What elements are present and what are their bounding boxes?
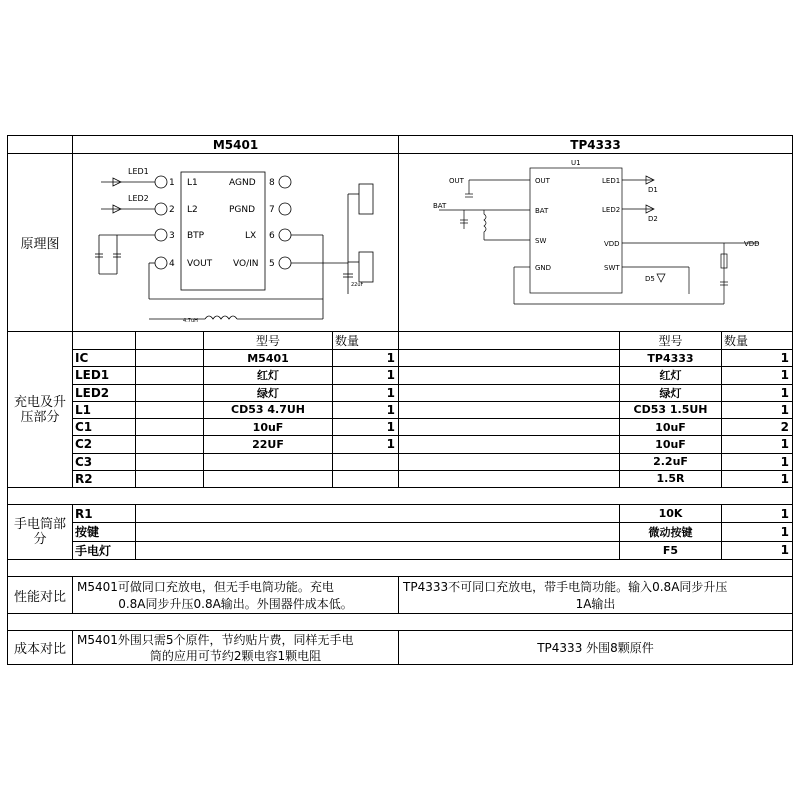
svg-text:LED1: LED1 — [602, 177, 621, 185]
svg-text:AGND: AGND — [229, 178, 256, 188]
svg-text:7: 7 — [269, 205, 275, 215]
charge-tp4333-qty: 1 — [721, 366, 793, 384]
tp4333-performance-line2: 1A输出 — [575, 597, 616, 611]
charge-tp4333-model: 红灯 — [619, 366, 722, 384]
svg-text:D5: D5 — [645, 275, 655, 283]
charge-m5401-qty — [332, 470, 399, 488]
charge-tp4333-model: 1.5R — [619, 470, 722, 488]
charge-m5401-model: CD53 4.7UH — [203, 401, 333, 419]
svg-text:BAT: BAT — [535, 207, 549, 215]
flash-tp4333-qty: 1 — [721, 504, 793, 523]
svg-text:OUT: OUT — [535, 177, 550, 185]
tp4333-schematic-cell — [398, 153, 793, 332]
svg-text:VO/IN: VO/IN — [233, 259, 259, 269]
charge-tp4333-qty: 2 — [721, 418, 793, 436]
tp4333-cost: TP4333 外围8颗原件 — [398, 630, 793, 665]
svg-text:LX: LX — [245, 231, 257, 241]
svg-text:SWT: SWT — [604, 264, 620, 272]
svg-text:L2: L2 — [187, 205, 198, 215]
charge-tp4333-qty: 1 — [721, 401, 793, 419]
charge-head-blank-3 — [398, 331, 620, 350]
tp4333-model-header: 型号 — [619, 331, 722, 350]
flash-part: 按键 — [72, 522, 136, 541]
svg-text:VDD: VDD — [744, 240, 760, 248]
m5401-performance-line2: 0.8A同步升压0.8A输出。外围器件成本低。 — [118, 597, 353, 611]
charge-tp4333-model: CD53 1.5UH — [619, 401, 722, 419]
charge-blank — [398, 384, 620, 402]
flash-tp4333-model: F5 — [619, 541, 722, 560]
flash-tp4333-model: 10K — [619, 504, 722, 523]
m5401-qty-header: 数量 — [332, 331, 399, 350]
charge-blank — [135, 384, 204, 402]
charge-part: C1 — [72, 418, 136, 436]
section-flashlight: 手电筒部分 — [7, 504, 73, 560]
flash-part: R1 — [72, 504, 136, 523]
charge-m5401-qty: 1 — [332, 366, 399, 384]
svg-text:4: 4 — [169, 259, 175, 269]
charge-blank — [398, 435, 620, 453]
tp4333-performance — [398, 576, 793, 614]
charge-part: IC — [72, 349, 136, 367]
charge-m5401-qty: 1 — [332, 349, 399, 367]
charge-part: LED2 — [72, 384, 136, 402]
charge-blank — [398, 401, 620, 419]
charge-m5401-qty: 1 — [332, 401, 399, 419]
svg-text:SW: SW — [535, 237, 547, 245]
charge-tp4333-qty: 1 — [721, 470, 793, 488]
tp4333-performance-line1: TP4333不可同口充放电，带手电筒功能。输入0.8A同步升压 — [403, 580, 728, 594]
section-cost: 成本对比 — [7, 630, 73, 665]
svg-text:6: 6 — [269, 231, 275, 241]
charge-tp4333-qty: 1 — [721, 453, 793, 471]
m5401-performance — [72, 576, 399, 614]
charge-blank — [398, 470, 620, 488]
charge-m5401-model: M5401 — [203, 349, 333, 367]
m5401-cost — [72, 630, 399, 665]
charge-tp4333-model: 绿灯 — [619, 384, 722, 402]
charge-m5401-model — [203, 470, 333, 488]
charge-m5401-model: 绿灯 — [203, 384, 333, 402]
charge-head-blank-2 — [135, 331, 204, 350]
m5401-schematic-cell — [72, 153, 399, 332]
charge-tp4333-model: 10uF — [619, 418, 722, 436]
charge-blank — [135, 435, 204, 453]
charge-m5401-qty: 1 — [332, 384, 399, 402]
charge-blank — [398, 453, 620, 471]
charge-tp4333-qty: 1 — [721, 435, 793, 453]
flash-blank — [135, 522, 620, 541]
flash-blank — [135, 504, 620, 523]
charge-tp4333-qty: 1 — [721, 384, 793, 402]
flash-tp4333-qty: 1 — [721, 541, 793, 560]
section-schematic: 原理图 — [7, 153, 73, 332]
charge-tp4333-model: 10uF — [619, 435, 722, 453]
svg-text:D2: D2 — [648, 215, 658, 223]
flash-tp4333-model: 微动按键 — [619, 522, 722, 541]
charge-part: LED1 — [72, 366, 136, 384]
flash-blank — [135, 541, 620, 560]
m5401-schematic — [73, 154, 398, 331]
charge-m5401-model: 22UF — [203, 435, 333, 453]
spacer-row-2 — [7, 559, 793, 577]
charge-blank — [398, 418, 620, 436]
header-m5401: M5401 — [72, 135, 399, 154]
charge-m5401-model — [203, 453, 333, 471]
charge-blank — [135, 349, 204, 367]
svg-text:22uF: 22uF — [351, 282, 364, 288]
charge-blank — [135, 366, 204, 384]
charge-m5401-model: 10uF — [203, 418, 333, 436]
charge-m5401-qty — [332, 453, 399, 471]
spacer-row — [7, 487, 793, 505]
charge-part: R2 — [72, 470, 136, 488]
section-performance: 性能对比 — [7, 576, 73, 614]
m5401-model-header: 型号 — [203, 331, 333, 350]
tp4333-qty-header: 数量 — [721, 331, 793, 350]
svg-text:8: 8 — [269, 178, 275, 188]
svg-text:BAT: BAT — [433, 202, 447, 210]
svg-text:D1: D1 — [648, 186, 658, 194]
svg-text:5: 5 — [269, 259, 275, 269]
svg-text:OUT: OUT — [449, 177, 464, 185]
charge-blank — [398, 349, 620, 367]
svg-text:LED2: LED2 — [128, 194, 149, 203]
spacer-row-3 — [7, 613, 793, 631]
header-tp4333: TP4333 — [398, 135, 793, 154]
svg-text:LED1: LED1 — [128, 167, 149, 176]
m5401-cost-line1: M5401外围只需5个原件，节约贴片费，同样无手电 — [77, 633, 354, 647]
svg-text:U1: U1 — [571, 159, 581, 167]
charge-blank — [398, 366, 620, 384]
charge-blank — [135, 453, 204, 471]
svg-text:3: 3 — [169, 231, 175, 241]
charge-m5401-qty: 1 — [332, 435, 399, 453]
section-charge: 充电及升压部分 — [7, 331, 73, 488]
charge-tp4333-qty: 1 — [721, 349, 793, 367]
svg-text:LED2: LED2 — [602, 206, 621, 214]
svg-text:4.7uH: 4.7uH — [183, 318, 198, 324]
svg-text:PGND: PGND — [229, 205, 256, 215]
flash-tp4333-qty: 1 — [721, 522, 793, 541]
svg-text:GND: GND — [535, 264, 552, 272]
charge-tp4333-model: 2.2uF — [619, 453, 722, 471]
m5401-cost-line2: 筒的应用可节约2颗电容1颗电阻 — [149, 649, 322, 663]
charge-blank — [135, 418, 204, 436]
flash-part: 手电灯 — [72, 541, 136, 560]
m5401-performance-line1: M5401可做同口充放电，但无手电筒功能。充电 — [77, 580, 334, 594]
svg-text:2: 2 — [169, 205, 175, 215]
charge-blank — [135, 401, 204, 419]
comparison-sheet — [7, 135, 793, 665]
charge-part: L1 — [72, 401, 136, 419]
charge-tp4333-model: TP4333 — [619, 349, 722, 367]
charge-part: C3 — [72, 453, 136, 471]
svg-text:VOUT: VOUT — [187, 259, 213, 269]
corner-cell — [7, 135, 73, 154]
svg-text:L1: L1 — [187, 178, 198, 188]
charge-m5401-model: 红灯 — [203, 366, 333, 384]
svg-text:1: 1 — [169, 178, 175, 188]
svg-text:BTP: BTP — [187, 231, 205, 241]
charge-part: C2 — [72, 435, 136, 453]
tp4333-schematic — [399, 154, 792, 331]
charge-blank — [135, 470, 204, 488]
charge-head-blank-1 — [72, 331, 136, 350]
charge-m5401-qty: 1 — [332, 418, 399, 436]
svg-text:VDD: VDD — [604, 240, 620, 248]
